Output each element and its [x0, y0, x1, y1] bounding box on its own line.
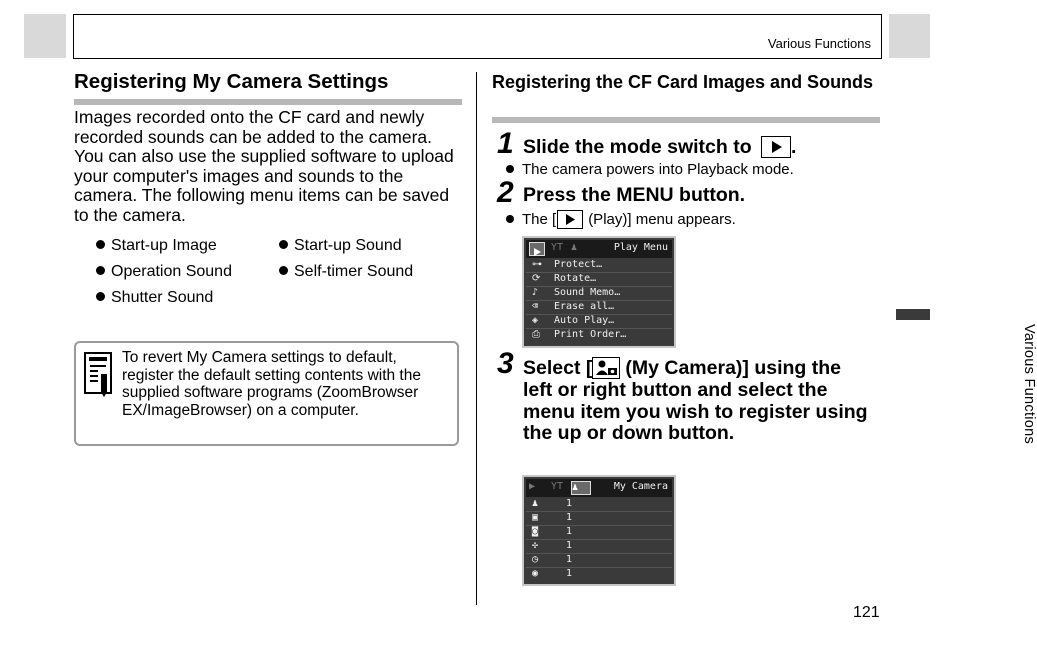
list-item: Start-up Image: [96, 237, 217, 255]
mycamera-tab-icon: ♟: [571, 242, 578, 253]
menu-item: ◉ 1: [532, 568, 573, 579]
menu-title: Play Menu: [613, 242, 668, 253]
note-box: [74, 341, 459, 446]
note-text: To revert My Camera settings to default, register the default setting contents with the supplied software programs (ZoomBrowser EX/ImageBrowser) on a computer.: [122, 349, 421, 419]
side-tab-marker: [896, 309, 930, 320]
page-number: 121: [853, 604, 880, 621]
list-item: Self-timer Sound: [279, 263, 413, 281]
step-instruction: Slide the mode switch to .: [523, 136, 797, 158]
play-icon: [761, 136, 791, 158]
operation-sound-icon: ✣: [532, 540, 539, 551]
mycamera-menu-screenshot: [522, 475, 676, 586]
side-section-label: Various Functions: [1021, 324, 1037, 445]
menu-item: ✣ 1: [526, 540, 672, 554]
list-item: Operation Sound: [96, 263, 232, 281]
list-item: Start-up Sound: [279, 237, 402, 255]
play-menu-screenshot: [522, 236, 676, 348]
header-left-tab: [24, 14, 66, 58]
intro-paragraph: Images recorded onto the CF card and newly recorded sounds can be added to the camera. You can also use the supplied software to upload your computer's images and sounds to the camera. The following menu items can be saved to the camera.: [74, 107, 454, 225]
menu-item: ▣ 1: [526, 512, 672, 526]
trash-icon: ⌫: [532, 301, 539, 312]
key-icon: ⊶: [532, 259, 542, 270]
step-number: 3: [497, 347, 514, 380]
theme-icon: ♟: [532, 498, 539, 509]
menu-item: ⎙ Print Order…: [532, 329, 627, 340]
setup-tab-icon: YT: [551, 242, 564, 253]
slideshow-icon: ◈: [532, 315, 539, 326]
play-icon: [557, 210, 583, 229]
header-right-tab: [889, 14, 930, 58]
mycamera-tab-icon: ♟: [571, 481, 591, 495]
menu-item: ⊶ Protect…: [526, 259, 672, 273]
play-tab-icon: ▶: [529, 481, 536, 492]
menu-item: ♪ Sound Memo…: [526, 287, 672, 301]
column-divider: [476, 72, 477, 605]
step-number: 2: [497, 176, 514, 209]
menu-title: My Camera: [613, 481, 668, 492]
menu-tab-bar: [526, 479, 672, 497]
menu-tab-bar: [526, 240, 672, 258]
step-number: 1: [497, 127, 514, 160]
memo-icon: [84, 352, 114, 398]
startup-image-icon: ▣: [532, 512, 539, 523]
rotate-icon: ⟳: [532, 273, 541, 284]
menu-item: ◙ 1: [526, 526, 672, 540]
step-note: The [ (Play)] menu appears.: [506, 210, 736, 229]
startup-sound-icon: ◙: [532, 526, 539, 537]
list-item: Shutter Sound: [96, 289, 213, 307]
left-section-title: Registering My Camera Settings: [74, 70, 389, 93]
menu-item: ◈ Auto Play…: [526, 315, 672, 329]
step-note: The camera powers into Playback mode.: [506, 161, 794, 178]
play-tab-icon: [529, 242, 545, 256]
microphone-icon: ♪: [532, 287, 539, 298]
setup-tab-icon: YT: [551, 481, 564, 492]
selftimer-sound-icon: ◷: [532, 554, 539, 565]
left-title-rule: [74, 99, 462, 105]
shutter-sound-icon: ◉: [532, 568, 539, 579]
menu-item: ◷ 1: [526, 554, 672, 568]
menu-item: ⟳ Rotate…: [526, 273, 672, 287]
header-section-label: Various Functions: [767, 36, 871, 51]
step-instruction: Select [ (My Camera)] using the left or right button and select the menu item you wish to register using the up or down button.: [523, 357, 868, 445]
header-bar: [73, 14, 882, 59]
menu-item: ♟ 1: [526, 498, 672, 512]
right-title-rule: [492, 117, 880, 123]
print-icon: ⎙: [532, 329, 540, 340]
right-section-title: Registering the CF Card Images and Sounds: [492, 72, 874, 92]
my-camera-icon: [592, 357, 620, 379]
step-instruction: Press the MENU button.: [523, 184, 746, 206]
menu-item: ⌫ Erase all…: [526, 301, 672, 315]
